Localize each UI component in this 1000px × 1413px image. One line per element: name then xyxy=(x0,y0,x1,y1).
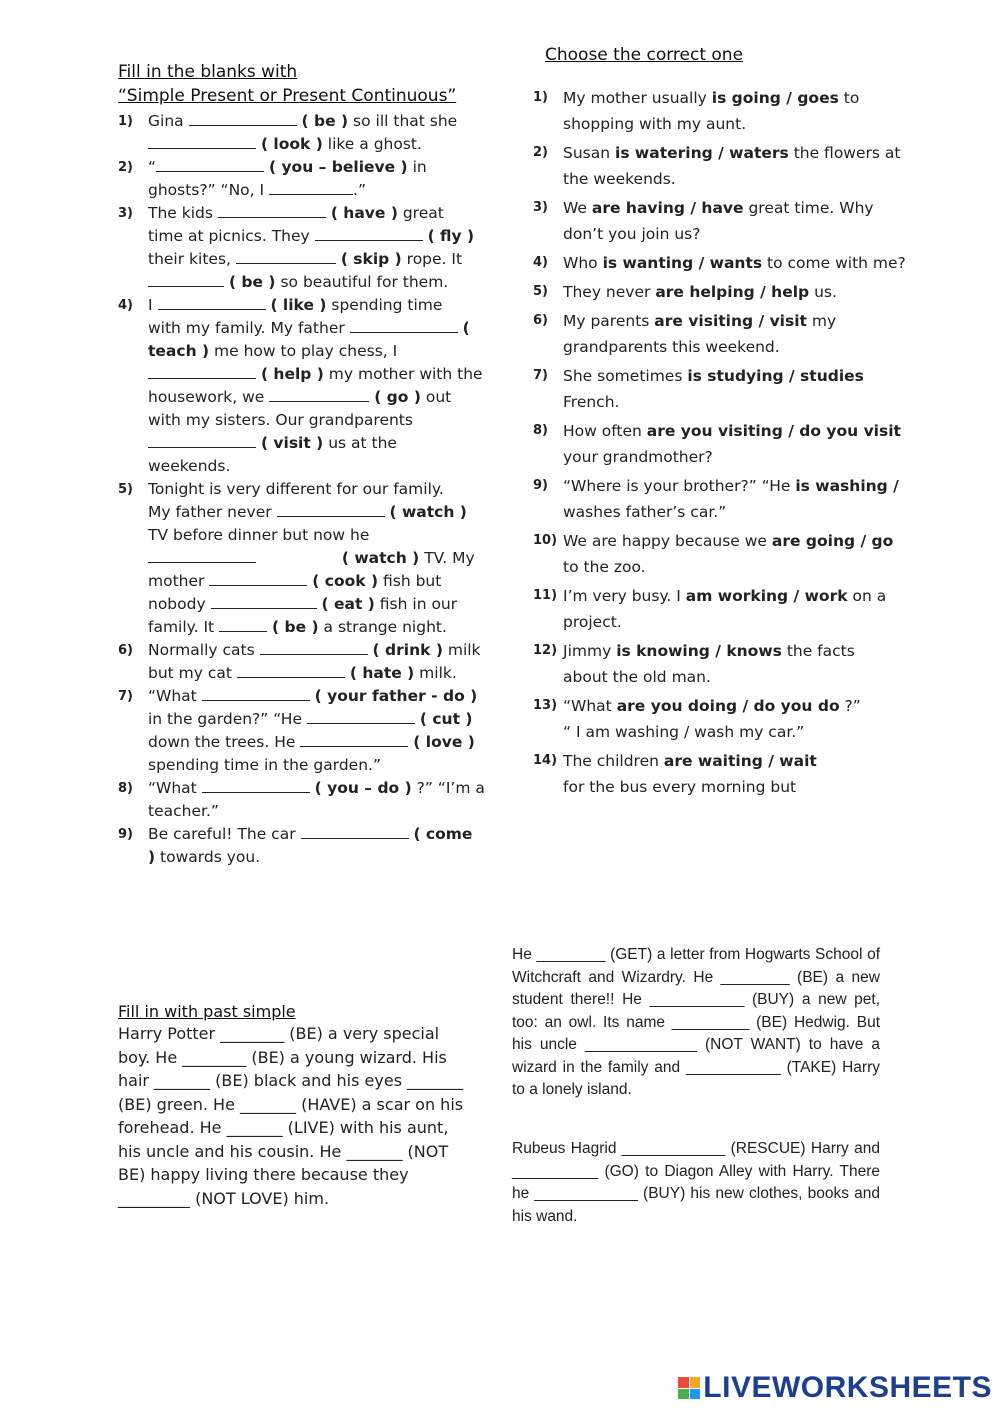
blank-input[interactable] xyxy=(219,617,267,632)
blank-input[interactable] xyxy=(300,732,408,747)
story-paragraph-1: He ________ (GET) a letter from Hogwarts School of Witchcraft and Wizardry. He ________ (BE) a new student there!! He ___________ (BUY) a new pet, too: an owl. Its name _________ (BE) Hedwig. But his uncle _____________ (NOT WANT) to have a wizard in the family and ___________ (TAKE) Harry to a lonely island. xyxy=(512,946,880,1098)
blank-input[interactable] xyxy=(202,778,310,793)
choice-options[interactable]: is washing / xyxy=(795,477,899,495)
question-6: 6) Normally cats ( drink ) milk but my cat ( hate ) milk. xyxy=(118,641,481,682)
blank-input[interactable] xyxy=(148,134,256,149)
question-4: 4) I ( like ) spending time with my family. My father ( teach ) me how to play chess, I ( help ) my mother with the housework, we ( go ) out with my sisters. Our grandparents ( visit ) us at the weekends. xyxy=(118,296,483,475)
choice-options[interactable]: am working / work xyxy=(685,587,848,605)
choice-item: 8) How often are you visiting / do you visit your grandmother? xyxy=(533,422,901,466)
choice-options[interactable]: are having / have xyxy=(591,199,744,217)
choice-item: 12) Jimmy is knowing / knows the facts about the old man. xyxy=(533,642,855,686)
blank-input[interactable] xyxy=(202,686,310,701)
choice-item: 3) We are having / have great time. Why don’t you join us? xyxy=(533,199,874,243)
liveworksheets-logo[interactable]: LIVEWORKSHEETS xyxy=(678,1371,992,1405)
section-title-choose: Choose the correct one xyxy=(545,45,744,65)
choice-item: 4) Who is wanting / wants to come with me? xyxy=(533,254,906,272)
blank-input[interactable] xyxy=(301,824,409,839)
blank-input[interactable] xyxy=(236,249,336,264)
section-title-past: Fill in with past simple xyxy=(118,1002,296,1021)
blank-input[interactable] xyxy=(269,180,353,195)
question-3: 3) The kids ( have ) great time at picnics. They ( fly ) their kites, ( skip ) rope. It ( be ) so beautiful for them. xyxy=(118,204,475,291)
blank-input[interactable] xyxy=(189,111,297,126)
blank-input[interactable] xyxy=(269,387,369,402)
blank-input[interactable] xyxy=(156,157,264,172)
question-1: 1) Gina ( be ) so ill that she ( look ) like a ghost. xyxy=(118,112,458,153)
choice-item: 13) “What are you doing / do you do ?” “ I am washing / wash my car.” xyxy=(533,697,861,741)
choice-item: 5) They never are helping / help us. xyxy=(533,283,837,301)
blank-input[interactable] xyxy=(148,272,224,287)
question-7: 7) “What ( your father - do ) in the garden?” “He ( cut ) down the trees. He ( love ) spending time in the garden.” xyxy=(118,687,478,774)
choice-options[interactable]: are waiting / wait xyxy=(663,752,817,770)
question-9: 9) Be careful! The car ( come ) towards you. xyxy=(118,825,473,866)
choice-options[interactable]: is going / goes xyxy=(711,89,839,107)
blank-input[interactable] xyxy=(350,318,458,333)
logo-icon xyxy=(678,1377,700,1399)
choose-exercise-list xyxy=(533,85,913,803)
choice-options[interactable]: are you doing / do you do xyxy=(616,697,840,715)
section-subtitle-present: “Simple Present or Present Continuous” xyxy=(118,86,457,106)
choice-options[interactable]: is knowing / knows xyxy=(616,642,782,660)
blank-input[interactable] xyxy=(218,203,326,218)
present-exercise-list xyxy=(118,110,490,869)
choice-options[interactable]: is wanting / wants xyxy=(602,254,763,272)
blank-input[interactable] xyxy=(148,548,256,563)
choice-options[interactable]: are going / go xyxy=(771,532,894,550)
choice-item: 9) “Where is your brother?” “He is washing / washes father’s car.” xyxy=(533,477,899,521)
blank-input[interactable] xyxy=(315,226,423,241)
choice-item: 10) We are happy because we are going / go to the zoo. xyxy=(533,532,894,576)
blank-input[interactable] xyxy=(148,433,256,448)
choice-options[interactable]: are visiting / visit xyxy=(654,312,807,330)
choice-options[interactable]: is watering / waters xyxy=(615,144,789,162)
choice-options[interactable]: is studying / studies xyxy=(687,367,864,385)
blank-input[interactable] xyxy=(277,502,385,517)
past-paragraph: Harry Potter ________ (BE) a very special boy. He ________ (BE) a young wizard. His hair _______ (BE) black and his eyes _______ (BE) green. He _______ (HAVE) a scar on his forehead. He _______ (LIVE) with his aunt, his uncle and his cousin. He _______ (NOT BE) happy living there because they _________ (NOT LOVE) him. xyxy=(118,1024,464,1208)
choice-item: 7) She sometimes is studying / studies French. xyxy=(533,367,864,411)
story-paragraph-2: Rubeus Hagrid ____________ (RESCUE) Harry and __________ (GO) to Diagon Alley with Harry. There he ____________ (BUY) his new clothes, books and his wand. xyxy=(512,1140,880,1225)
blank-input[interactable] xyxy=(158,295,266,310)
choice-options[interactable]: are you visiting / do you visit xyxy=(646,422,901,440)
choice-options[interactable]: are helping / help xyxy=(655,283,810,301)
choice-item: 11) I’m very busy. I am working / work on a project. xyxy=(533,587,887,631)
blank-input[interactable] xyxy=(209,571,307,586)
choice-item: 14) The children are waiting / wait for the bus every morning but xyxy=(533,752,817,796)
choice-item: 6) My parents are visiting / visit my grandparents this weekend. xyxy=(533,312,837,356)
blank-input[interactable] xyxy=(148,364,256,379)
choice-item: 2) Susan is watering / waters the flowers at the weekends. xyxy=(533,144,901,188)
choice-item: 1) My mother usually is going / goes to shopping with my aunt. xyxy=(533,89,860,133)
blank-input[interactable] xyxy=(237,663,345,678)
question-2: 2) “ ( you – believe ) in ghosts?” “No, I .” xyxy=(118,158,427,199)
section-title-present: Fill in the blanks with xyxy=(118,62,298,82)
blank-input[interactable] xyxy=(211,594,317,609)
blank-input[interactable] xyxy=(307,709,415,724)
question-8: 8) “What ( you – do ) ?” “I’m a teacher.” xyxy=(118,779,485,820)
blank-input[interactable] xyxy=(260,640,368,655)
question-5: 5) Tonight is very different for our family. My father never ( watch ) TV before dinner but now he ( watch ) TV. My mother ( cook ) fish but nobody ( eat ) fish in our family. It ( be ) a strange night. xyxy=(118,480,475,636)
